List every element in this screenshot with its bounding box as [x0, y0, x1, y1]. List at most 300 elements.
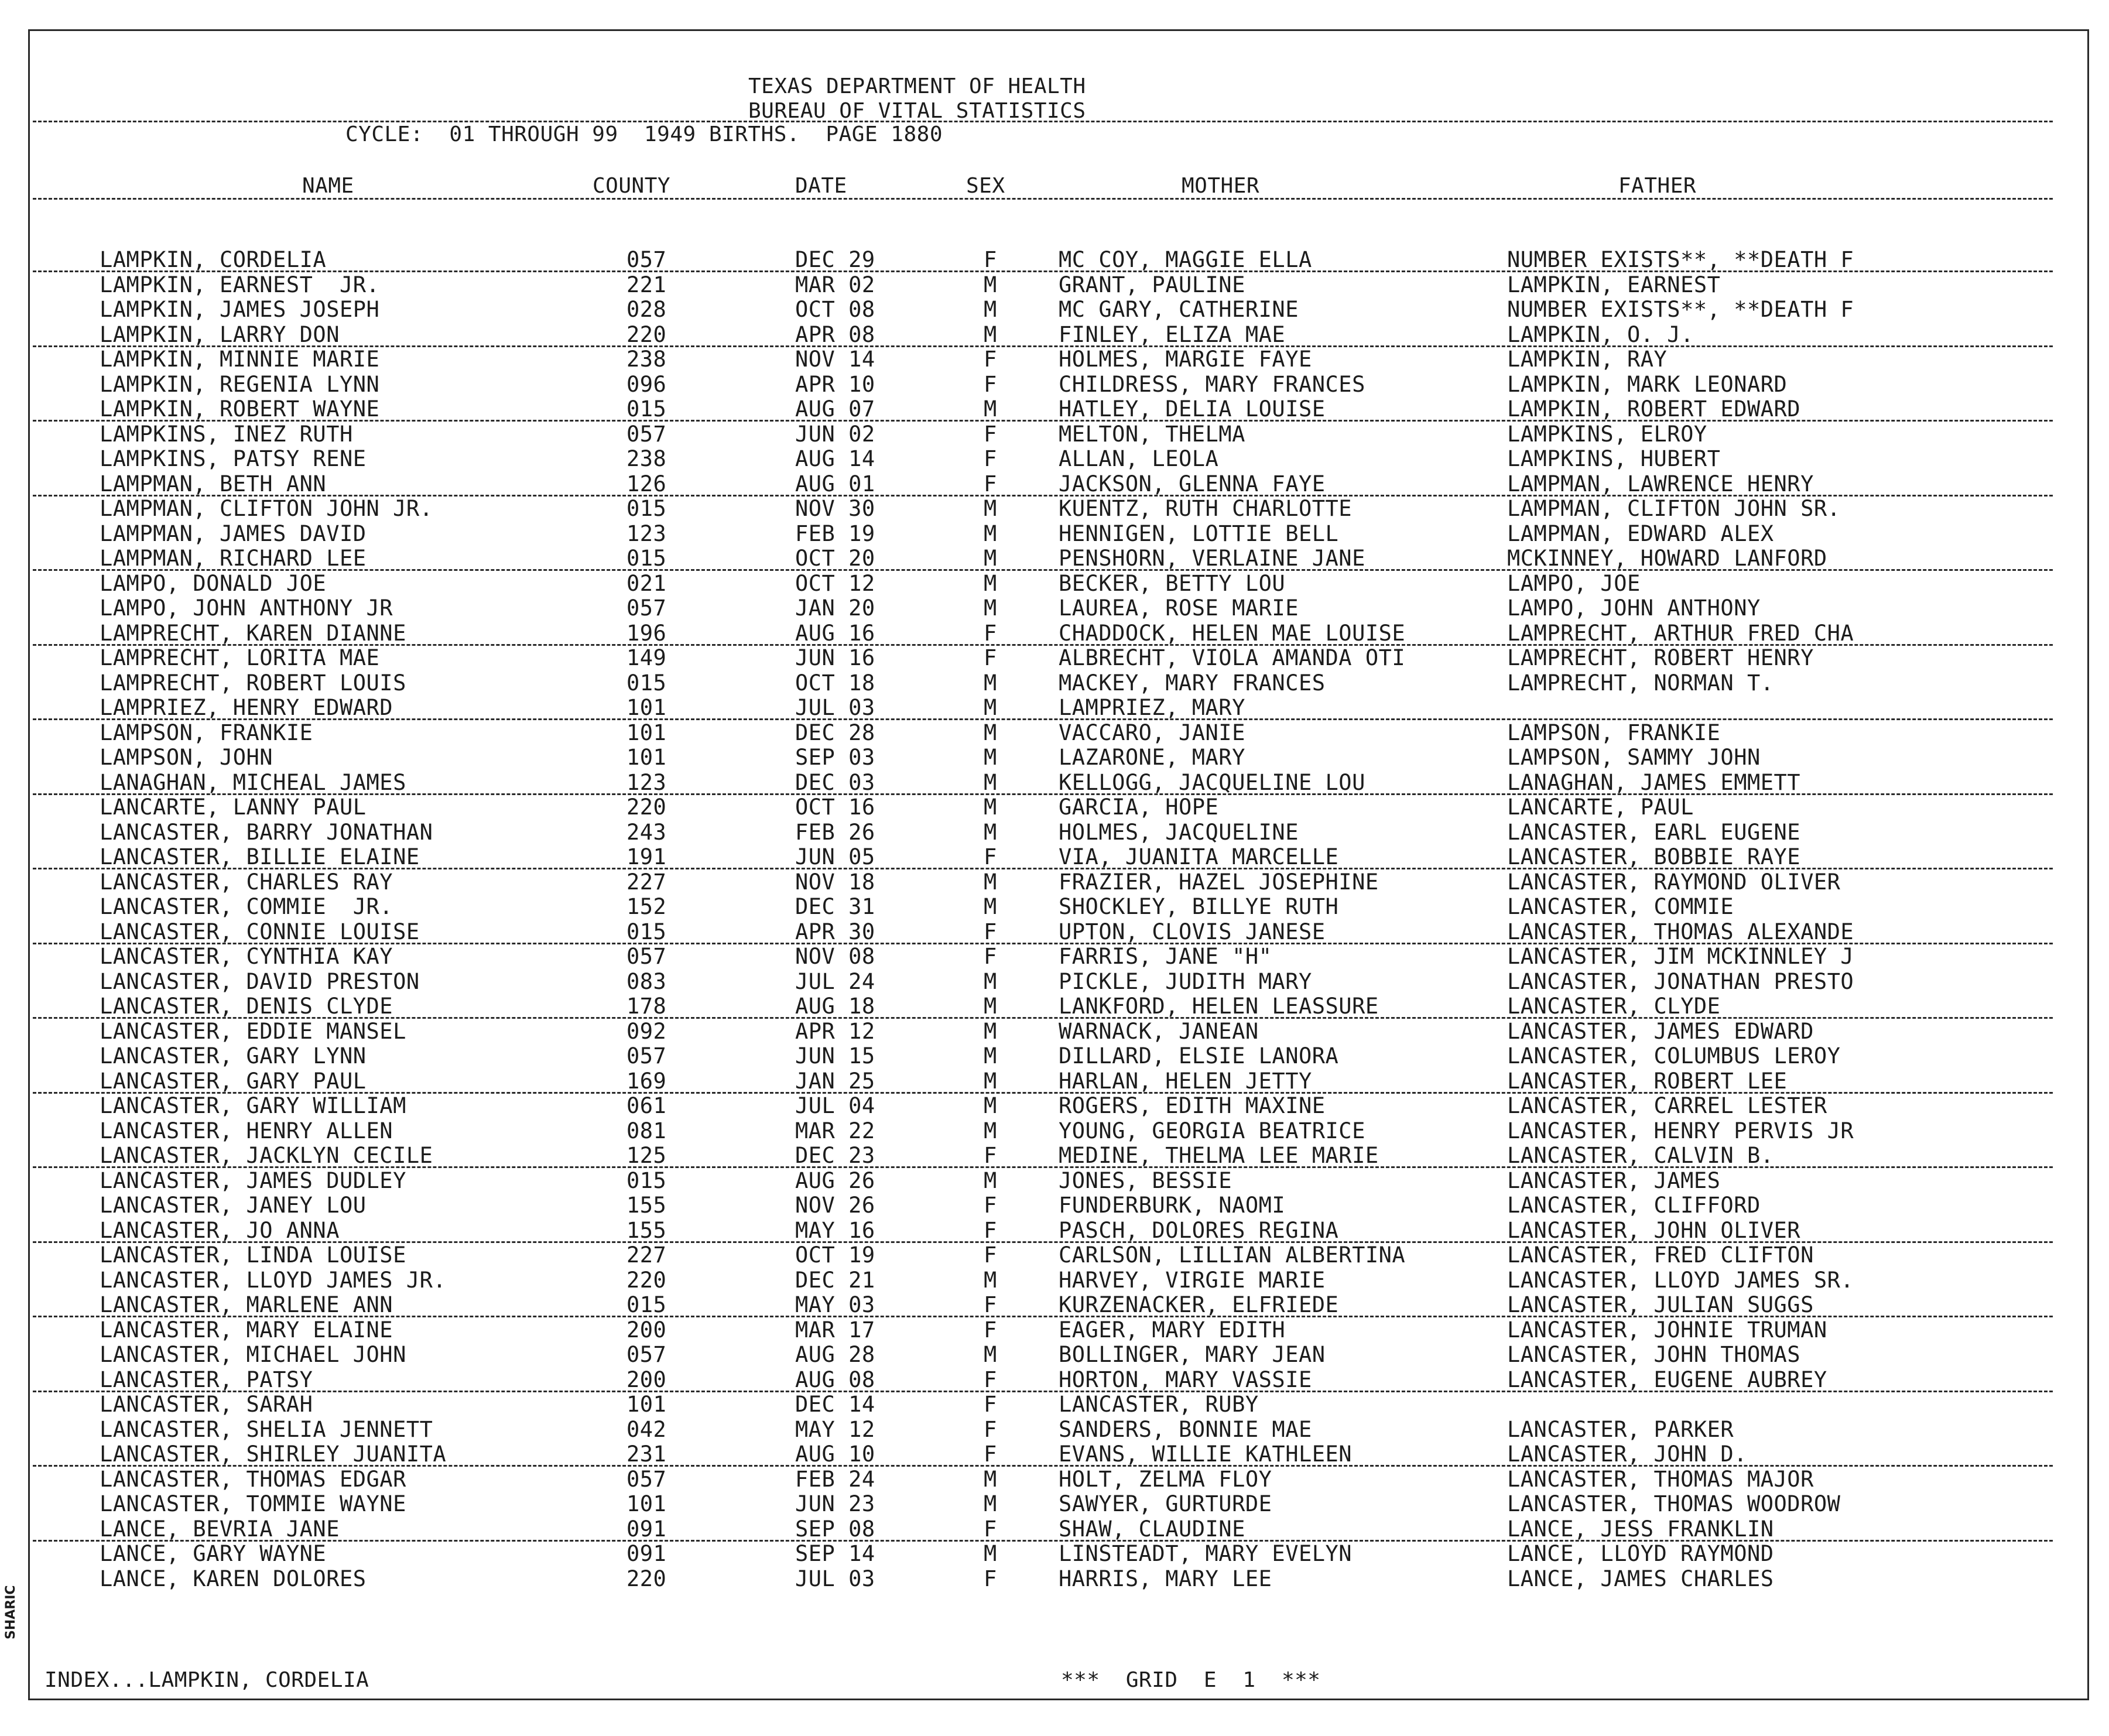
cell-mother: MC GARY, CATHERINE — [1059, 297, 1299, 322]
cell-sex: F — [984, 371, 997, 397]
cell-father: LAMPKINS, ELROY — [1507, 421, 1707, 447]
cell-sex: M — [984, 1093, 997, 1118]
cell-county: 015 — [626, 1167, 667, 1193]
cell-date: JAN 25 — [795, 1068, 875, 1094]
cell-sex: M — [984, 720, 997, 745]
cell-sex: M — [984, 1043, 997, 1069]
cell-mother: MC COY, MAGGIE ELLA — [1059, 247, 1312, 272]
cell-name: LANCASTER, SHIRLEY JUANITA — [100, 1441, 447, 1467]
cell-father: LAMPKIN, EARNEST — [1507, 272, 1721, 297]
cell-name: LAMPKIN, ROBERT WAYNE — [100, 396, 380, 422]
cell-father: LANCASTER, COMMIE — [1507, 894, 1734, 919]
cell-mother: FINLEY, ELIZA MAE — [1059, 321, 1286, 347]
cell-date: OCT 12 — [795, 570, 875, 596]
cell-mother: HOLMES, JACQUELINE — [1059, 819, 1299, 845]
cell-county: 220 — [626, 321, 667, 347]
cell-county: 220 — [626, 1267, 667, 1293]
row-group-rule — [33, 1391, 2053, 1392]
cell-name: LANCASTER, SARAH — [100, 1392, 313, 1417]
cell-name: LANCASTER, MARLENE ANN — [100, 1292, 393, 1317]
cell-county: 221 — [626, 272, 667, 297]
cell-name: LANCASTER, MICHAEL JOHN — [100, 1342, 406, 1367]
cell-sex: F — [984, 1292, 997, 1317]
cell-mother: KURZENACKER, ELFRIEDE — [1059, 1292, 1339, 1317]
cell-name: LANCASTER, JANEY LOU — [100, 1193, 367, 1218]
cell-name: LAMPO, DONALD JOE — [100, 570, 327, 596]
cell-date: MAY 16 — [795, 1217, 875, 1243]
cell-mother: MACKEY, MARY FRANCES — [1059, 670, 1326, 696]
cell-mother: KELLOGG, JACQUELINE LOU — [1059, 769, 1365, 795]
cell-mother: MELTON, THELMA — [1059, 421, 1245, 447]
cell-father: LAMPO, JOE — [1507, 570, 1641, 596]
cell-sex: M — [984, 670, 997, 696]
cell-father: LAMPRECHT, NORMAN T. — [1507, 670, 1774, 696]
cell-name: LANCASTER, EDDIE MANSEL — [100, 1018, 406, 1044]
cell-date: APR 12 — [795, 1018, 875, 1044]
cell-father: LANCARTE, PAUL — [1507, 795, 1694, 820]
cell-father: LANCASTER, THOMAS ALEXANDE — [1507, 919, 1854, 944]
cell-county: 057 — [626, 944, 667, 969]
cell-father: LANCASTER, JOHNIE TRUMAN — [1507, 1317, 1827, 1343]
cell-sex: F — [984, 1441, 997, 1467]
cell-sex: M — [984, 1267, 997, 1293]
cell-sex: M — [984, 1118, 997, 1143]
cell-name: LAMPMAN, CLIFTON JOHN JR. — [100, 496, 433, 521]
cell-county: 220 — [626, 795, 667, 820]
cell-county: 015 — [626, 670, 667, 696]
cell-county: 057 — [626, 1043, 667, 1069]
cell-father: LAMPKIN, MARK LEONARD — [1507, 371, 1788, 397]
cell-mother: CHILDRESS, MARY FRANCES — [1059, 371, 1365, 397]
cell-county: 238 — [626, 446, 667, 471]
cell-name: LANCASTER, GARY WILLIAM — [100, 1093, 406, 1118]
cell-county: 081 — [626, 1118, 667, 1143]
cell-name: LANCARTE, LANNY PAUL — [100, 795, 367, 820]
cell-mother: FUNDERBURK, NAOMI — [1059, 1193, 1286, 1218]
cell-date: AUG 16 — [795, 620, 875, 646]
cell-father: LANAGHAN, JAMES EMMETT — [1507, 769, 1801, 795]
cell-name: LAMPRECHT, KAREN DIANNE — [100, 620, 406, 646]
cell-father: LAMPMAN, EDWARD ALEX — [1507, 521, 1774, 546]
cell-name: LANCASTER, CYNTHIA KAY — [100, 944, 393, 969]
cell-name: LAMPKIN, MINNIE MARIE — [100, 347, 380, 372]
cell-sex: M — [984, 795, 997, 820]
cell-county: 083 — [626, 968, 667, 994]
cell-father: LANCASTER, JAMES EDWARD — [1507, 1018, 1814, 1044]
cell-name: LAMPKINS, INEZ RUTH — [100, 421, 353, 447]
cell-county: 057 — [626, 247, 667, 272]
cell-county: 191 — [626, 844, 667, 869]
cell-county: 028 — [626, 297, 667, 322]
cell-mother: KUENTZ, RUTH CHARLOTTE — [1059, 496, 1353, 521]
cell-father: LANCE, JESS FRANKLIN — [1507, 1516, 1774, 1542]
cell-county: 091 — [626, 1516, 667, 1542]
cell-county: 126 — [626, 471, 667, 497]
cell-sex: M — [984, 1018, 997, 1044]
header-bureau: BUREAU OF VITAL STATISTICS — [748, 99, 1086, 123]
cell-county: 231 — [626, 1441, 667, 1467]
cell-name: LAMPKIN, LARRY DON — [100, 321, 340, 347]
cell-name: LANCE, GARY WAYNE — [100, 1541, 327, 1566]
cell-sex: F — [984, 919, 997, 944]
cell-father: LAMPKIN, O. J. — [1507, 321, 1694, 347]
cell-mother: FARRIS, JANE "H" — [1059, 944, 1272, 969]
cell-name: LANCASTER, SHELIA JENNETT — [100, 1416, 433, 1442]
cell-county: 092 — [626, 1018, 667, 1044]
cell-date: NOV 18 — [795, 869, 875, 895]
cell-date: OCT 16 — [795, 795, 875, 820]
cell-mother: WARNACK, JANEAN — [1059, 1018, 1259, 1044]
cell-mother: YOUNG, GEORGIA BEATRICE — [1059, 1118, 1365, 1143]
cell-mother: BECKER, BETTY LOU — [1059, 570, 1286, 596]
cell-county: 220 — [626, 1566, 667, 1591]
cell-date: SEP 03 — [795, 745, 875, 770]
cell-name: LANCASTER, GARY PAUL — [100, 1068, 367, 1094]
cell-father: LAMPSON, SAMMY JOHN — [1507, 745, 1761, 770]
cell-mother: HATLEY, DELIA LOUISE — [1059, 396, 1326, 422]
cell-date: JUL 03 — [795, 1566, 875, 1591]
row-group-rule — [33, 718, 2053, 720]
cell-date: MAY 03 — [795, 1292, 875, 1317]
cell-father: LANCASTER, JOHN OLIVER — [1507, 1217, 1801, 1243]
column-header-rule — [33, 198, 2053, 200]
cell-name: LAMPMAN, RICHARD LEE — [100, 546, 367, 571]
cell-mother: VIA, JUANITA MARCELLE — [1059, 844, 1339, 869]
cell-father: LAMPKIN, RAY — [1507, 347, 1668, 372]
cell-date: AUG 01 — [795, 471, 875, 497]
cell-name: LANCASTER, PATSY — [100, 1367, 313, 1392]
cell-father: LANCASTER, EUGENE AUBREY — [1507, 1367, 1827, 1392]
footer-grid: *** GRID E 1 *** — [1061, 1668, 1321, 1692]
cell-sex: M — [984, 695, 997, 720]
cell-father: LAMPRECHT, ROBERT HENRY — [1507, 645, 1814, 670]
cell-name: LAMPMAN, JAMES DAVID — [100, 521, 367, 546]
cell-father: LAMPO, JOHN ANTHONY — [1507, 595, 1761, 621]
cell-county: 101 — [626, 1491, 667, 1516]
header-rule — [33, 121, 2053, 122]
cell-name: LAMPKIN, CORDELIA — [100, 247, 327, 272]
cell-date: FEB 24 — [795, 1466, 875, 1492]
cell-father: LANCASTER, COLUMBUS LEROY — [1507, 1043, 1841, 1069]
cell-mother: DILLARD, ELSIE LANORA — [1059, 1043, 1339, 1069]
cell-county: 178 — [626, 994, 667, 1019]
cell-father: LANCASTER, FRED CLIFTON — [1507, 1242, 1814, 1268]
cell-name: LANCASTER, CONNIE LOUISE — [100, 919, 420, 944]
cell-date: FEB 26 — [795, 819, 875, 845]
cell-sex: F — [984, 347, 997, 372]
cell-mother: BOLLINGER, MARY JEAN — [1059, 1342, 1326, 1367]
cell-date: JUN 05 — [795, 844, 875, 869]
cell-sex: F — [984, 1416, 997, 1442]
cell-name: LANCASTER, JACKLYN CECILE — [100, 1143, 433, 1168]
cell-date: AUG 28 — [795, 1342, 875, 1367]
cell-county: 227 — [626, 1242, 667, 1268]
cell-father: LANCASTER, THOMAS MAJOR — [1507, 1466, 1814, 1492]
cell-name: LANCASTER, BARRY JONATHAN — [100, 819, 433, 845]
cell-mother: HARLAN, HELEN JETTY — [1059, 1068, 1312, 1094]
cell-mother: LANKFORD, HELEN LEASSURE — [1059, 994, 1379, 1019]
cell-date: JUL 04 — [795, 1093, 875, 1118]
cell-mother: ALBRECHT, VIOLA AMANDA OTI — [1059, 645, 1406, 670]
cell-county: 149 — [626, 645, 667, 670]
cell-date: MAR 02 — [795, 272, 875, 297]
cell-mother: VACCARO, JANIE — [1059, 720, 1245, 745]
cell-date: OCT 19 — [795, 1242, 875, 1268]
cell-name: LAMPRECHT, LORITA MAE — [100, 645, 380, 670]
cell-father: LAMPRECHT, ARTHUR FRED CHA — [1507, 620, 1854, 646]
cell-name: LAMPMAN, BETH ANN — [100, 471, 327, 497]
column-header-county: COUNTY — [593, 174, 671, 198]
cell-county: 015 — [626, 396, 667, 422]
cell-date: OCT 08 — [795, 297, 875, 322]
cell-father: LANCASTER, CALVIN B. — [1507, 1143, 1774, 1168]
cell-name: LAMPO, JOHN ANTHONY JR — [100, 595, 393, 621]
cell-mother: FRAZIER, HAZEL JOSEPHINE — [1059, 869, 1379, 895]
cell-name: LAMPKINS, PATSY RENE — [100, 446, 367, 471]
cell-sex: F — [984, 944, 997, 969]
cell-mother: HENNIGEN, LOTTIE BELL — [1059, 521, 1339, 546]
cell-sex: F — [984, 1217, 997, 1243]
cell-sex: M — [984, 745, 997, 770]
cell-date: DEC 03 — [795, 769, 875, 795]
cell-father: LANCE, JAMES CHARLES — [1507, 1566, 1774, 1591]
cell-mother: HARVEY, VIRGIE MARIE — [1059, 1267, 1326, 1293]
cell-county: 155 — [626, 1193, 667, 1218]
cell-father: LANCASTER, CLIFFORD — [1507, 1193, 1761, 1218]
cell-name: LANCASTER, MARY ELAINE — [100, 1317, 393, 1343]
cell-name: LAMPRECHT, ROBERT LOUIS — [100, 670, 406, 696]
cell-date: NOV 30 — [795, 496, 875, 521]
cell-date: DEC 29 — [795, 247, 875, 272]
cell-date: SEP 14 — [795, 1541, 875, 1566]
cell-county: 015 — [626, 919, 667, 944]
cell-mother: SHOCKLEY, BILLYE RUTH — [1059, 894, 1339, 919]
cell-date: JUL 03 — [795, 695, 875, 720]
cell-date: DEC 31 — [795, 894, 875, 919]
cell-county: 243 — [626, 819, 667, 845]
cell-sex: M — [984, 894, 997, 919]
cell-sex: M — [984, 994, 997, 1019]
cell-date: AUG 18 — [795, 994, 875, 1019]
cell-county: 200 — [626, 1367, 667, 1392]
cell-name: LANCASTER, LINDA LOUISE — [100, 1242, 406, 1268]
cell-father: NUMBER EXISTS**, **DEATH F — [1507, 247, 1854, 272]
cell-county: 057 — [626, 595, 667, 621]
cell-name: LANCASTER, JAMES DUDLEY — [100, 1167, 406, 1193]
cell-father: LANCASTER, THOMAS WOODROW — [1507, 1491, 1841, 1516]
cell-name: LANCASTER, HENRY ALLEN — [100, 1118, 393, 1143]
cell-county: 101 — [626, 695, 667, 720]
footer-index: INDEX...LAMPKIN, CORDELIA — [44, 1668, 369, 1692]
cell-name: LAMPKIN, EARNEST JR. — [100, 272, 380, 297]
cell-mother: GRANT, PAULINE — [1059, 272, 1245, 297]
cell-sex: F — [984, 1392, 997, 1417]
cell-name: LANAGHAN, MICHEAL JAMES — [100, 769, 406, 795]
cell-father: LANCASTER, HENRY PERVIS JR — [1507, 1118, 1854, 1143]
cell-date: SEP 08 — [795, 1516, 875, 1542]
cell-sex: F — [984, 1143, 997, 1168]
cell-date: MAR 17 — [795, 1317, 875, 1343]
cell-date: AUG 07 — [795, 396, 875, 422]
cell-date: DEC 28 — [795, 720, 875, 745]
cell-date: AUG 14 — [795, 446, 875, 471]
cell-county: 015 — [626, 546, 667, 571]
cell-sex: M — [984, 1466, 997, 1492]
cell-sex: F — [984, 1516, 997, 1542]
cell-date: NOV 08 — [795, 944, 875, 969]
cell-father: LANCASTER, PARKER — [1507, 1416, 1734, 1442]
cell-mother: HOLT, ZELMA FLOY — [1059, 1466, 1272, 1492]
cell-mother: HORTON, MARY VASSIE — [1059, 1367, 1312, 1392]
cell-father: LANCASTER, ROBERT LEE — [1507, 1068, 1788, 1094]
cell-county: 015 — [626, 1292, 667, 1317]
cell-date: NOV 26 — [795, 1193, 875, 1218]
cell-sex: M — [984, 968, 997, 994]
cell-date: JUN 23 — [795, 1491, 875, 1516]
cell-name: LAMPSON, FRANKIE — [100, 720, 313, 745]
cell-sex: M — [984, 521, 997, 546]
cell-mother: PENSHORN, VERLAINE JANE — [1059, 546, 1365, 571]
cell-name: LAMPKIN, JAMES JOSEPH — [100, 297, 380, 322]
cell-father: LANCASTER, JOHN D. — [1507, 1441, 1747, 1467]
cell-sex: M — [984, 396, 997, 422]
cell-sex: M — [984, 570, 997, 596]
cell-sex: M — [984, 297, 997, 322]
cell-sex: M — [984, 272, 997, 297]
cell-mother: CHADDOCK, HELEN MAE LOUISE — [1059, 620, 1406, 646]
cell-county: 021 — [626, 570, 667, 596]
cell-county: 123 — [626, 521, 667, 546]
cell-county: 169 — [626, 1068, 667, 1094]
column-header-father: FATHER — [1618, 174, 1697, 198]
cell-mother: PASCH, DOLORES REGINA — [1059, 1217, 1339, 1243]
cell-county: 015 — [626, 496, 667, 521]
cell-county: 057 — [626, 1342, 667, 1367]
cell-sex: M — [984, 1541, 997, 1566]
cell-mother: EAGER, MARY EDITH — [1059, 1317, 1286, 1343]
cell-sex: F — [984, 645, 997, 670]
cell-mother: LAZARONE, MARY — [1059, 745, 1245, 770]
cell-county: 196 — [626, 620, 667, 646]
cell-name: LANCASTER, COMMIE JR. — [100, 894, 393, 919]
cell-sex: M — [984, 595, 997, 621]
cell-date: JUN 15 — [795, 1043, 875, 1069]
cell-father: NUMBER EXISTS**, **DEATH F — [1507, 297, 1854, 322]
cell-name: LAMPKIN, REGENIA LYNN — [100, 371, 380, 397]
cell-sex: M — [984, 321, 997, 347]
cell-date: JAN 20 — [795, 595, 875, 621]
cell-mother: UPTON, CLOVIS JANESE — [1059, 919, 1326, 944]
cell-county: 091 — [626, 1541, 667, 1566]
cell-name: LANCASTER, BILLIE ELAINE — [100, 844, 420, 869]
cell-mother: HOLMES, MARGIE FAYE — [1059, 347, 1312, 372]
cell-date: OCT 20 — [795, 546, 875, 571]
column-header-mother: MOTHER — [1182, 174, 1260, 198]
cell-date: DEC 14 — [795, 1392, 875, 1417]
cell-name: LANCASTER, CHARLES RAY — [100, 869, 393, 895]
cell-father: LANCASTER, CARREL LESTER — [1507, 1093, 1827, 1118]
cell-sex: M — [984, 1491, 997, 1516]
cell-father: LANCASTER, JOHN THOMAS — [1507, 1342, 1801, 1367]
cell-sex: F — [984, 844, 997, 869]
cell-father: LANCASTER, BOBBIE RAYE — [1507, 844, 1801, 869]
cell-father: LANCASTER, LLOYD JAMES SR. — [1507, 1267, 1854, 1293]
cell-father: LAMPKINS, HUBERT — [1507, 446, 1721, 471]
cell-sex: F — [984, 620, 997, 646]
header-cycle: CYCLE: 01 THROUGH 99 1949 BIRTHS. PAGE 1880 — [345, 122, 943, 146]
cell-date: APR 30 — [795, 919, 875, 944]
cell-sex: F — [984, 421, 997, 447]
cell-county: 061 — [626, 1093, 667, 1118]
cell-name: LANCASTER, GARY LYNN — [100, 1043, 367, 1069]
cell-father: LAMPMAN, LAWRENCE HENRY — [1507, 471, 1814, 497]
cell-sex: M — [984, 496, 997, 521]
cell-mother: LAUREA, ROSE MARIE — [1059, 595, 1299, 621]
cell-county: 238 — [626, 347, 667, 372]
cell-county: 101 — [626, 1392, 667, 1417]
cell-sex: F — [984, 446, 997, 471]
cell-sex: M — [984, 1068, 997, 1094]
cell-county: 152 — [626, 894, 667, 919]
cell-sex: M — [984, 769, 997, 795]
cell-county: 042 — [626, 1416, 667, 1442]
cell-father: LANCASTER, JONATHAN PRESTO — [1507, 968, 1854, 994]
cell-date: MAR 22 — [795, 1118, 875, 1143]
cell-father: LANCASTER, JAMES — [1507, 1167, 1721, 1193]
cell-date: OCT 18 — [795, 670, 875, 696]
cell-mother: GARCIA, HOPE — [1059, 795, 1219, 820]
cell-mother: LINSTEADT, MARY EVELYN — [1059, 1541, 1353, 1566]
cell-sex: F — [984, 1242, 997, 1268]
cell-name: LANCE, BEVRIA JANE — [100, 1516, 340, 1542]
cell-name: LANCASTER, DENIS CLYDE — [100, 994, 393, 1019]
side-label: SHARIC — [4, 1585, 18, 1639]
cell-sex: M — [984, 819, 997, 845]
cell-county: 101 — [626, 720, 667, 745]
cell-county: 057 — [626, 1466, 667, 1492]
cell-name: LANCASTER, DAVID PRESTON — [100, 968, 420, 994]
cell-date: APR 08 — [795, 321, 875, 347]
cell-mother: SHAW, CLAUDINE — [1059, 1516, 1245, 1542]
cell-name: LAMPRIEZ, HENRY EDWARD — [100, 695, 393, 720]
cell-date: AUG 26 — [795, 1167, 875, 1193]
cell-county: 101 — [626, 745, 667, 770]
cell-father: LANCASTER, JIM MCKINNLEY J — [1507, 944, 1854, 969]
cell-name: LAMPSON, JOHN — [100, 745, 273, 770]
cell-father: LAMPSON, FRANKIE — [1507, 720, 1721, 745]
cell-father: LANCASTER, EARL EUGENE — [1507, 819, 1801, 845]
cell-sex: M — [984, 546, 997, 571]
cell-father: LANCE, LLOYD RAYMOND — [1507, 1541, 1774, 1566]
cell-mother: EVANS, WILLIE KATHLEEN — [1059, 1441, 1353, 1467]
cell-date: DEC 21 — [795, 1267, 875, 1293]
cell-mother: JACKSON, GLENNA FAYE — [1059, 471, 1326, 497]
cell-father: LANCASTER, JULIAN SUGGS — [1507, 1292, 1814, 1317]
row-group-rule — [33, 569, 2053, 571]
cell-name: LANCASTER, THOMAS EDGAR — [100, 1466, 406, 1492]
cell-father: LAMPKIN, ROBERT EDWARD — [1507, 396, 1801, 422]
cell-father: LANCASTER, CLYDE — [1507, 994, 1721, 1019]
cell-sex: F — [984, 1193, 997, 1218]
cell-date: APR 10 — [795, 371, 875, 397]
cell-sex: F — [984, 1317, 997, 1343]
cell-mother: LANCASTER, RUBY — [1059, 1392, 1259, 1417]
cell-sex: F — [984, 247, 997, 272]
cell-sex: M — [984, 1342, 997, 1367]
cell-county: 057 — [626, 421, 667, 447]
cell-county: 123 — [626, 769, 667, 795]
cell-county: 200 — [626, 1317, 667, 1343]
